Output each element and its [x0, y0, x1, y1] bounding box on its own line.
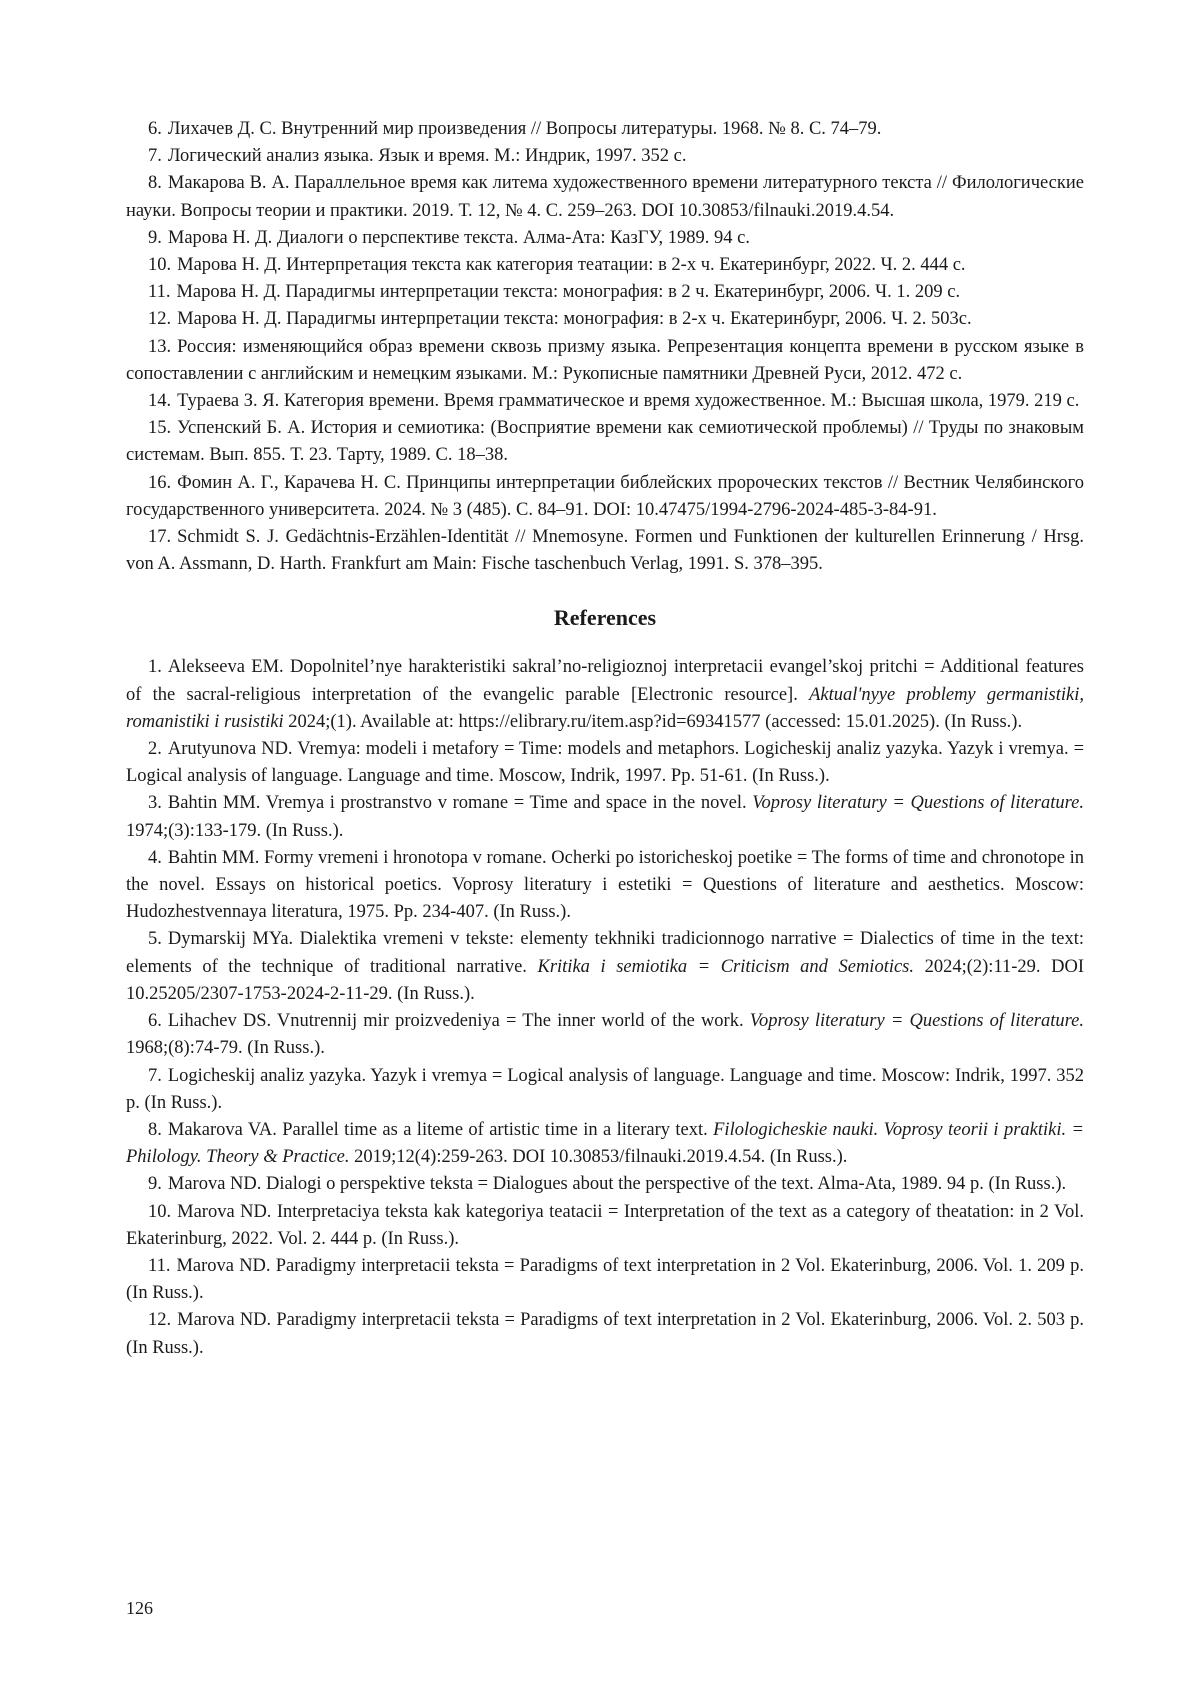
reference-item: 11. Марова Н. Д. Парадигмы интерпретации текста: монография: в 2 ч. Екатеринбург, 2006. Ч. 1. 209 с.	[148, 282, 961, 303]
reference-item: 10. Marova ND. Interpretaciya teksta kak kategoriya teatacii = Interpretation of the text as a category of theatation: in 2 Vol. Ekaterinburg, 2022. Vol. 2. 444 p. (In Russ.).	[126, 1201, 1084, 1249]
reference-item: 7. Logicheskij analiz yazyka. Yazyk i vremya = Logical analysis of language. Language and time. Moscow: Indrik, 1997. 352 p. (In Russ.).	[126, 1065, 1084, 1113]
reference-item: 2. Arutyunova ND. Vremya: modeli i metafory = Time: models and metaphors. Logicheskij analiz yazyka. Yazyk i vremya. = Logical analysis of language. Language and time. Moscow, Indrik, 1997. Pp. 51-61. (In Russ.).	[126, 739, 1084, 787]
reference-item: 12. Марова Н. Д. Парадигмы интерпретации текста: монография: в 2-х ч. Екатеринбург, 2006. Ч. 2. 503с.	[148, 309, 972, 330]
reference-item: 6. Лихачев Д. С. Внутренний мир произведения // Вопросы литературы. 1968. № 8. С. 74–79.	[148, 119, 882, 139]
reference-item: 4. Bahtin MM. Formy vremeni i hronotopa v romane. Ocherki po istoricheskoj poetike = The forms of time and chronotope in the novel. Essays on historical poetics. Voprosy literatury i estetiki = Questions of literature and aesthetics. Moscow: Hudozhestvennaya literatura, 1975. Pp. 234-407. (In Russ.).	[126, 847, 1084, 923]
reference-item: 9. Marova ND. Dialogi o perspektive teksta = Dialogues about the perspective of the text. Alma-Ata, 1989. 94 p. (In Russ.).	[148, 1174, 1067, 1195]
page-content	[126, 116, 1084, 1362]
reference-item: 12. Marova ND. Paradigmy interpretacii teksta = Paradigms of text interpretation in 2 Vol. Ekaterinburg, 2006. Vol. 2. 503 p. (In Russ.).	[126, 1310, 1084, 1358]
reference-item: 13. Россия: изменяющийся образ времени сквозь призму языка. Репрезентация концепта времени в русском языке в сопоставлении с английским и немецким языками. М.: Рукописные памятники Древней Руси, 2012. 472 с.	[126, 336, 1084, 384]
reference-item: 5. Dymarskij MYa. Dialektika vremeni v tekste: elementy tekhniki tradicionnogo narrative = Dialectics of time in the text: elements of the technique of traditional narrative. Kritika i semiotika = Criticism and Semiotics. 2024;(2):11-29. DOI 10.25205/2307-1753-2024-2-11-29. (In Russ.).	[126, 929, 1084, 1004]
english-references-list	[126, 654, 1084, 1361]
reference-item: 14. Тураева З. Я. Категория времени. Время грамматическое и время художественное. М.: Высшая школа, 1979. 219 с.	[148, 391, 1080, 412]
reference-item: 15. Успенский Б. А. История и семиотика: (Восприятие времени как семиотической проблемы) // Труды по знаковым системам. Вып. 855. Т. 23. Тарту, 1989. С. 18–38.	[126, 418, 1084, 466]
reference-item: 7. Логический анализ языка. Язык и время. М.: Индрик, 1997. 352 с.	[148, 146, 687, 167]
reference-item: 17. Schmidt S. J. Gedächtnis-Erzählen-Identität // Mnemosyne. Formen und Funktionen der kulturellen Erinnerung / Hrsg. von A. Assmann, D. Harth. Frankfurt am Main: Fische taschenbuch Verlag, 1991. S. 378–395.	[126, 527, 1084, 575]
page-number: 126	[126, 1598, 153, 1618]
reference-item: 1. Alekseeva EM. Dopolnitel’nye harakteristiki sakral’no-religioznoj interpretacii evangel’skoj pritchi = Additional features of the sacral-religious interpretation of the evangelic parable [Electronic resource]. Aktual'nyye problemy germanistiki, romanistiki i rusistiki 2024;(1). Available at: https://elibrary.ru/item.asp?id=69341577 (accessed: 15.01.2025). (In Russ.).	[126, 657, 1084, 732]
reference-item: 16. Фомин А. Г., Карачева Н. С. Принципы интерпретации библейских пророческих текстов // Вестник Челябинского государственного университета. 2024. № 3 (485). С. 84–91. DOI: 10.47475/1994-2796-2024-485-3-84-91.	[126, 472, 1084, 520]
reference-item: 8. Makarova VA. Parallel time as a liteme of artistic time in a literary text. Filologicheskie nauki. Voprosy teorii i praktiki. = Philology. Theory & Practice. 2019;12(4):259-263. DOI 10.30853/filnauki.2019.4.54. (In Russ.).	[126, 1119, 1084, 1168]
references-heading: References	[553, 605, 657, 631]
reference-item: 6. Lihachev DS. Vnutrennij mir proizvedeniya = The inner world of the work. Voprosy literatury = Questions of literature. 1968;(8):74-79. (In Russ.).	[126, 1011, 1084, 1059]
reference-item: 9. Марова Н. Д. Диалоги о перспективе текста. Алма-Ата: КазГУ, 1989. 94 с.	[148, 227, 751, 248]
reference-item: 8. Макарова В. А. Параллельное время как литема художественного времени литературного текста // Филологические науки. Вопросы теории и практики. 2019. Т. 12, № 4. С. 259–263. DOI 10.30853/filnauki.2019.4.54.	[126, 173, 1084, 221]
russian-references-list	[126, 116, 1084, 578]
reference-item: 3. Bahtin MM. Vremya i prostranstvo v romane = Time and space in the novel. Voprosy literatury = Questions of literature. 1974;(3):133-179. (In Russ.).	[126, 793, 1084, 841]
reference-item: 11. Marova ND. Paradigmy interpretacii teksta = Paradigms of text interpretation in 2 Vol. Ekaterinburg, 2006. Vol. 1. 209 p. (In Russ.).	[126, 1255, 1084, 1304]
reference-item: 10. Марова Н. Д. Интерпретация текста как категория театации: в 2-х ч. Екатеринбург, 2022. Ч. 2. 444 с.	[148, 255, 966, 276]
